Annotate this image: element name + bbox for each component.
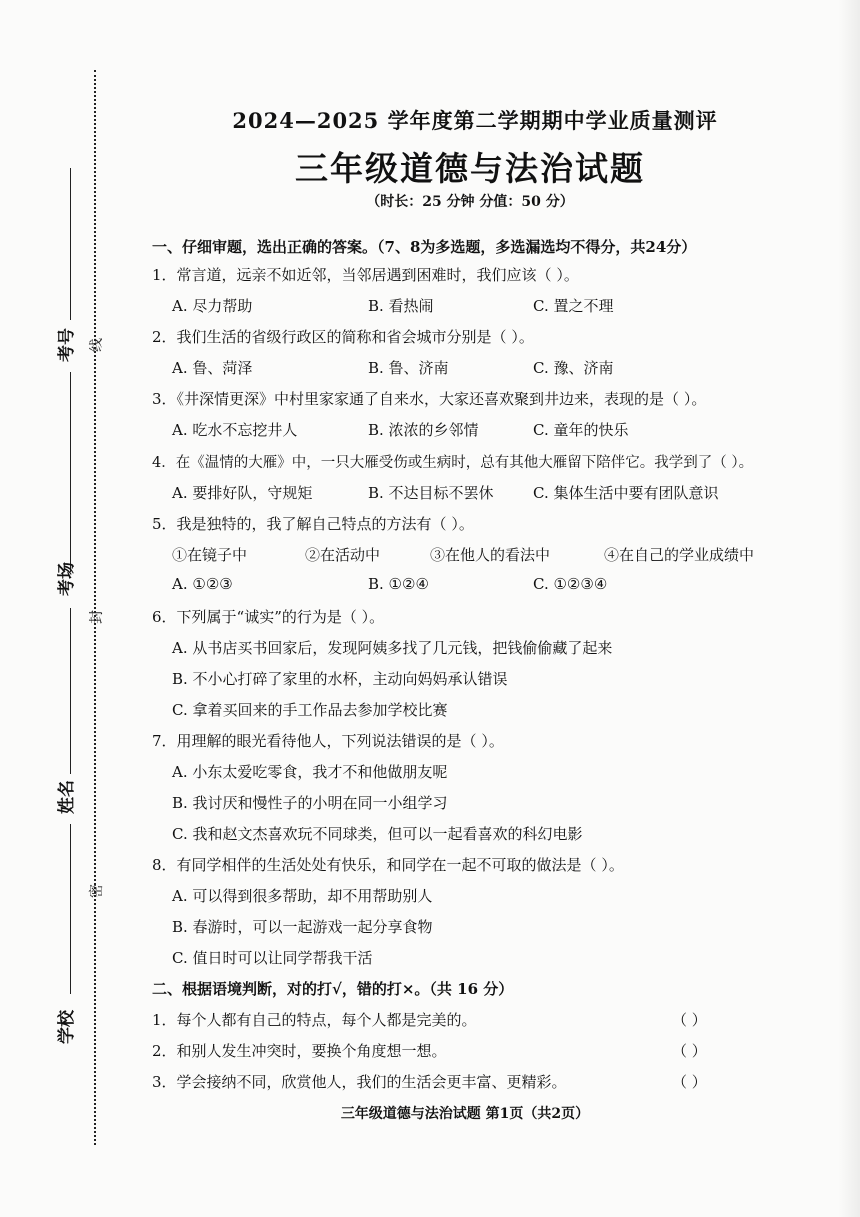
seal-xian-mark: 线 xyxy=(89,338,105,352)
room-underline xyxy=(70,372,71,572)
name-underline xyxy=(70,608,71,774)
option-a: A. 尽力帮助 xyxy=(172,297,253,315)
option-c: C. ①②③④ xyxy=(533,575,608,593)
room-label: 考场 xyxy=(57,562,77,596)
sub-item: ①在镜子中 xyxy=(172,546,248,564)
section2-heading: 二、根据语境判断，对的打√，错的打×。（共 16 分） xyxy=(152,980,514,998)
answer-paren: （ ） xyxy=(672,1011,707,1029)
option-c: C. 拿着买回来的手工作品去参加学校比赛 xyxy=(172,701,448,719)
school-label: 学校 xyxy=(57,1010,77,1044)
option-b: B. 不达目标不罢休 xyxy=(368,484,494,502)
option-a: A. 鲁、菏泽 xyxy=(172,359,253,377)
section1-heading: 一、仔细审题，选出正确的答案。（7、8为多选题，多选漏选均不得分，共24分） xyxy=(152,238,697,256)
exam-title: 2024—2025 学年度第二学期期中学业质量测评 xyxy=(232,108,718,133)
exam-meta: （时长：25 分钟 分值：50 分） xyxy=(366,194,574,210)
sub-item: ④在自己的学业成绩中 xyxy=(604,546,755,564)
option-a: A. ①②③ xyxy=(172,575,233,593)
option-b: B. ①②④ xyxy=(368,575,429,593)
page-footer: 三年级道德与法治试题 第1页（共2页） xyxy=(340,1106,590,1122)
option-a: A. 可以得到很多帮助，却不用帮助别人 xyxy=(172,887,433,905)
exam-no-underline xyxy=(70,168,71,320)
option-b: B. 不小心打碎了家里的水杯，主动向妈妈承认错误 xyxy=(172,670,508,688)
binding-dotted-line xyxy=(94,70,96,1145)
sub-item: ③在他人的看法中 xyxy=(430,546,551,564)
exam-no-label: 考号 xyxy=(57,328,77,362)
school-underline xyxy=(70,824,71,994)
question-stem: 6．下列属于“诚实”的行为是（ ）。 xyxy=(152,608,385,626)
option-a: A. 从书店买书回家后，发现阿姨多找了几元钱，把钱偷偷藏了起来 xyxy=(172,639,613,657)
option-c: C. 值日时可以让同学帮我干活 xyxy=(172,949,373,967)
answer-paren: （ ） xyxy=(672,1042,707,1060)
question-stem: 2．我们生活的省级行政区的简称和省会城市分别是（ ）。 xyxy=(152,328,534,346)
exam-subject-title: 三年级道德与法治试题 xyxy=(295,149,645,188)
question-stem: 3．《井深情更深》中村里家家通了自来水，大家还喜欢聚到井边来，表现的是（ ）。 xyxy=(152,390,707,408)
seal-feng-mark: 封 xyxy=(89,610,105,624)
answer-paren: （ ） xyxy=(672,1073,707,1091)
option-c: C. 集体生活中要有团队意识 xyxy=(533,484,719,502)
question-stem: 5．我是独特的，我了解自己特点的方法有（ ）。 xyxy=(152,515,474,533)
option-b: B. 我讨厌和慢性子的小明在同一小组学习 xyxy=(172,794,448,812)
name-label: 姓名 xyxy=(57,780,77,814)
question-stem: 1．常言道，远亲不如近邻，当邻居遇到困难时，我们应该（ ）。 xyxy=(152,266,579,284)
option-c: C. 我和赵文杰喜欢玩不同球类，但可以一起看喜欢的科幻电影 xyxy=(172,825,583,843)
option-b: B. 春游时，可以一起游戏一起分享食物 xyxy=(172,918,433,936)
seal-mi-mark: 密 xyxy=(89,884,105,898)
sub-item: ②在活动中 xyxy=(305,546,381,564)
option-a: A. 吃水不忘挖井人 xyxy=(172,421,298,439)
question-stem: 7．用理解的眼光看待他人，下列说法错误的是（ ）。 xyxy=(152,732,504,750)
option-c: C. 豫、济南 xyxy=(533,359,614,377)
option-a: A. 小东太爱吃零食，我才不和他做朋友呢 xyxy=(172,763,448,781)
judgement-item: 2．和别人发生冲突时，要换个角度想一想。 xyxy=(152,1042,447,1060)
question-stem: 4．在《温情的大雁》中，一只大雁受伤或生病时，总有其他大雁留下陪伴它。我学到了（ ）。 xyxy=(152,455,754,471)
judgement-item: 1．每个人都有自己的特点，每个人都是完美的。 xyxy=(152,1011,477,1029)
option-c: C. 置之不理 xyxy=(533,297,614,315)
option-a: A. 要排好队，守规矩 xyxy=(172,484,313,502)
option-b: B. 浓浓的乡邻情 xyxy=(368,421,479,439)
judgement-item: 3．学会接纳不同，欣赏他人，我们的生活会更丰富、更精彩。 xyxy=(152,1073,567,1091)
option-b: B. 鲁、济南 xyxy=(368,359,449,377)
option-b: B. 看热闹 xyxy=(368,297,434,315)
option-c: C. 童年的快乐 xyxy=(533,421,629,439)
question-stem: 8．有同学相伴的生活处处有快乐，和同学在一起不可取的做法是（ ）。 xyxy=(152,856,624,874)
page-edge-shadow xyxy=(838,0,860,1217)
